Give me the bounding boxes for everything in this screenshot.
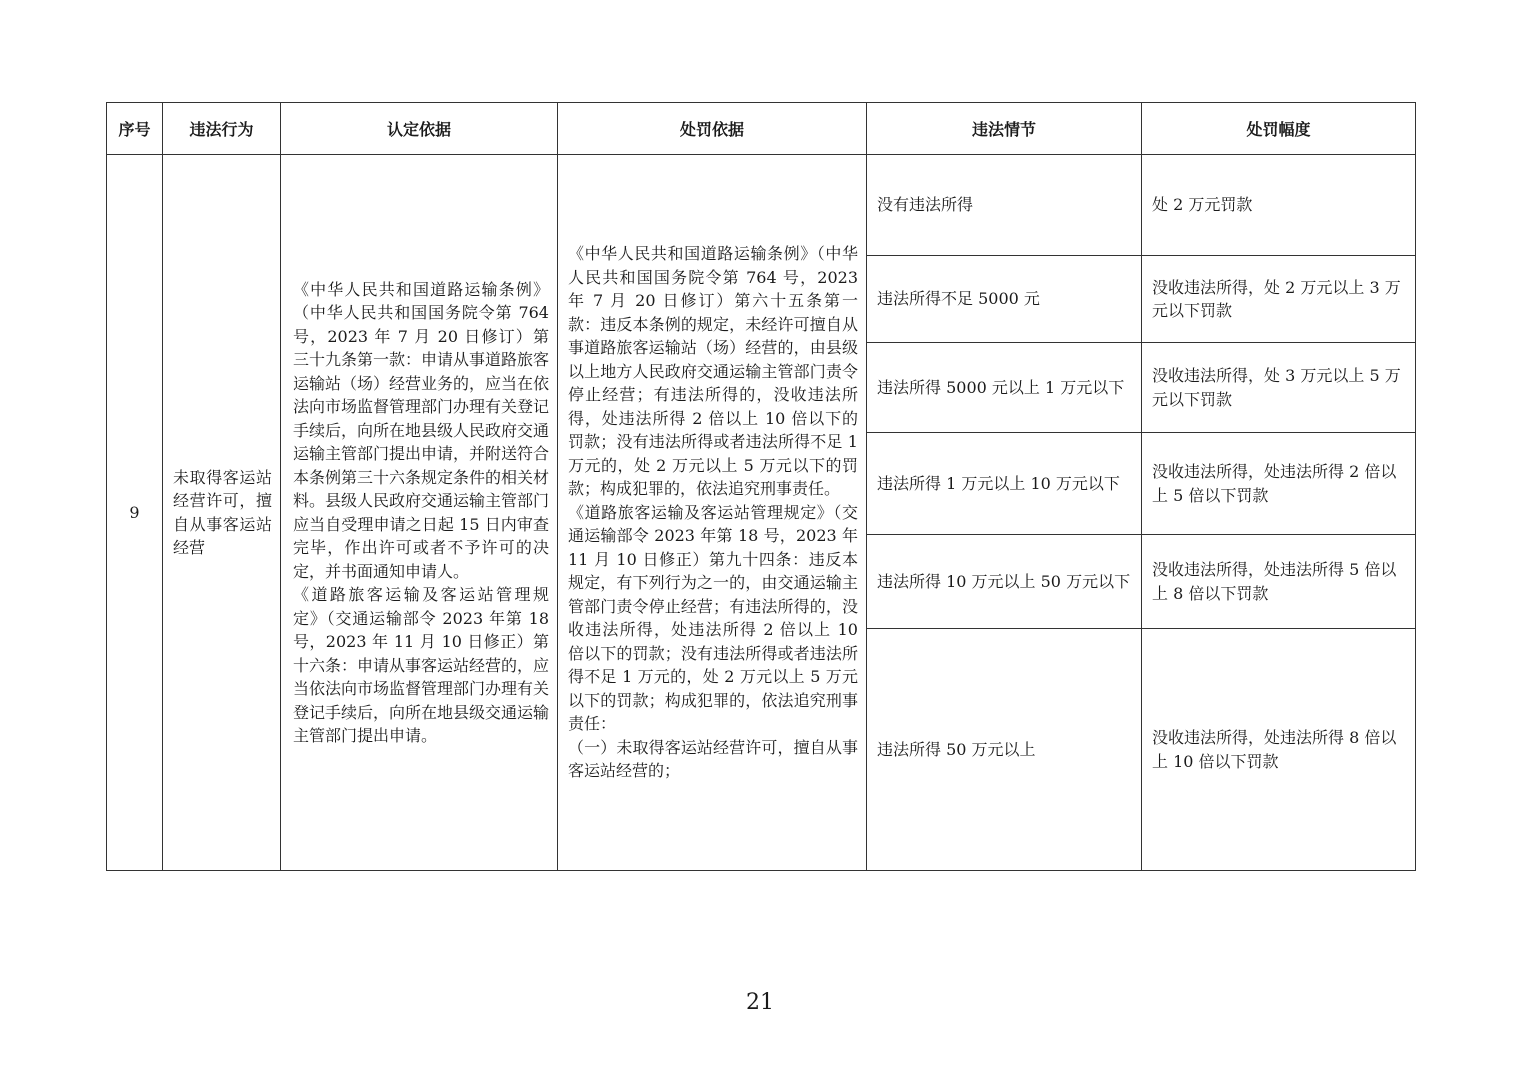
circumstance-cell: 违法所得 1 万元以上 10 万元以下 — [867, 433, 1142, 535]
penalty-range-cell: 没收违法所得，处 3 万元以上 5 万元以下罚款 — [1142, 343, 1416, 433]
penalty-basis-paragraph: 《中华人民共和国道路运输条例》（中华人民共和国国务院令第 764 号，2023 年 7 月 20 日修订）第六十五条第一款：违反本条例的规定，未经许可擅自从事道路旅客运输站（场）经营的，由县级以上地方人民政府交通运输主管部门责令停止经营；有违法所得的，没收违法所得，处违法所得 2 倍以上 10 倍以下的罚款；没有违法所得或者违法所得不足 1 万元的，处 2 万元以上 5 万元以下的罚款；构成犯罪的，依法追究刑事责任。 — [568, 244, 858, 499]
penalty-range-cell: 没收违法所得，处违法所得 8 倍以上 10 倍以下罚款 — [1142, 629, 1416, 871]
header-seq: 序号 — [107, 103, 163, 155]
circumstance-cell: 违法所得不足 5000 元 — [867, 256, 1142, 343]
circumstance-cell: 没有违法所得 — [867, 155, 1142, 256]
header-penalty: 处罚依据 — [558, 103, 867, 155]
basis-paragraph: 《道路旅客运输及客运站管理规定》（交通运输部令 2023 年第 18 号，2023 年 11 月 10 日修正）第十六条：申请从事客运站经营的，应当依法向市场监督管理部门办理有关登记手续后，向所在地县级交通运输主管部门提出申请。 — [293, 585, 550, 745]
seq-cell: 9 — [107, 155, 163, 871]
penalty-basis-paragraph: （一）未取得客运站经营许可，擅自从事客运站经营的； — [568, 737, 858, 781]
page-number: 21 — [746, 990, 774, 1015]
penalty-range-cell: 没收违法所得，处 2 万元以上 3 万元以下罚款 — [1142, 256, 1416, 343]
header-act: 违法行为 — [163, 103, 281, 155]
basis-cell — [281, 155, 558, 871]
circumstance-cell: 违法所得 5000 元以上 1 万元以下 — [867, 343, 1142, 433]
header-basis: 认定依据 — [281, 103, 558, 155]
penalty-range-cell: 没收违法所得，处违法所得 5 倍以上 8 倍以下罚款 — [1142, 535, 1416, 629]
penalty-basis-cell — [558, 155, 867, 871]
penalty-basis-paragraph: 《道路旅客运输及客运站管理规定》（交通运输部令 2023 年第 18 号，2023 年 11 月 10 日修正）第九十四条：违反本规定，有下列行为之一的，由交通运输主管部门责令停止经营；有违法所得的，没收违法所得，处违法所得 2 倍以上 10 倍以下的罚款；没有违法所得或者违法所得不足 1 万元的，处 2 万元以上 5 万元以下的罚款；构成犯罪的，依法追究刑事责任： — [568, 502, 858, 734]
circumstance-cell: 违法所得 50 万元以上 — [867, 629, 1142, 871]
penalty-range-cell: 没收违法所得，处违法所得 2 倍以上 5 倍以下罚款 — [1142, 433, 1416, 535]
table-header-row — [107, 103, 1416, 155]
header-circumstances: 违法情节 — [867, 103, 1142, 155]
header-range: 处罚幅度 — [1142, 103, 1416, 155]
basis-text — [293, 278, 549, 748]
circumstance-cell: 违法所得 10 万元以上 50 万元以下 — [867, 535, 1142, 629]
penalty-range-cell: 处 2 万元罚款 — [1142, 155, 1416, 256]
table-row — [107, 155, 1416, 256]
basis-paragraph: 《中华人民共和国道路运输条例》（中华人民共和国国务院令第 764 号，2023 年 7 月 20 日修订）第三十九条第一款：申请从事道路旅客运输站（场）经营业务的，应当在依法向市场监督管理部门办理有关登记手续后，向所在地县级人民政府交通运输主管部门提出申请，并附送符合本条例第三十六条规定条件的相关材料。县级人民政府交通运输主管部门应当自受理申请之日起 15 日内审查完毕，作出许可或者不予许可的决定，并书面通知申请人。 — [293, 279, 550, 581]
penalty-table — [106, 102, 1416, 871]
violation-act-cell: 未取得客运站经营许可，擅自从事客运站经营 — [163, 155, 281, 871]
penalty-basis-text — [568, 242, 858, 783]
